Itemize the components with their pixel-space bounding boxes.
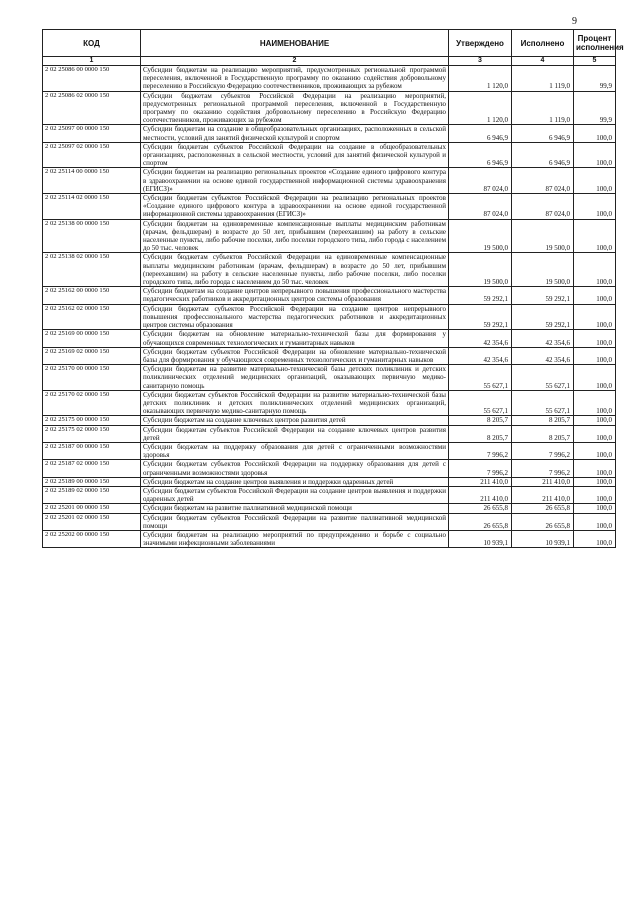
row-percent: 100,0 [574, 486, 616, 503]
row-approved: 6 946,9 [449, 142, 512, 168]
row-percent: 100,0 [574, 504, 616, 513]
row-approved: 6 946,9 [449, 125, 512, 142]
row-name: Субсидии бюджетам субъектов Российской Федерации на реализацию региональных проектов «Создание единого цифрового контура в здравоохранении на основе единой государственной информационной системы здравоохранения (ЕГИСЗ)» [141, 194, 449, 220]
row-approved: 26 655,8 [449, 513, 512, 530]
column-number: 3 [449, 57, 512, 66]
row-executed: 10 939,1 [512, 530, 574, 547]
table-body [43, 66, 616, 548]
column-number: 4 [512, 57, 574, 66]
row-executed: 19 500,0 [512, 219, 574, 253]
row-code: 2 02 25187 02 0000 150 [43, 460, 141, 477]
row-approved: 7 996,2 [449, 460, 512, 477]
row-approved: 8 205,7 [449, 416, 512, 425]
row-executed: 1 119,0 [512, 91, 574, 125]
row-executed: 26 655,8 [512, 504, 574, 513]
row-approved: 42 354,6 [449, 330, 512, 347]
row-name: Субсидии бюджетам на реализацию мероприятий по предупреждению и борьбе с социально значимыми инфекционными заболеваниями [141, 530, 449, 547]
row-name: Субсидии бюджетам субъектов Российской Федерации на создание в общеобразовательных организациях, расположенных в сельской местности, условий для занятий физической культурой и спортом [141, 142, 449, 168]
row-approved: 59 292,1 [449, 287, 512, 304]
row-code: 2 02 25169 00 0000 150 [43, 330, 141, 347]
row-approved: 19 500,0 [449, 219, 512, 253]
header-code: КОД [43, 30, 141, 57]
row-executed: 87 024,0 [512, 194, 574, 220]
row-code: 2 02 25086 02 0000 150 [43, 91, 141, 125]
row-executed: 59 292,1 [512, 287, 574, 304]
row-name: Субсидии бюджетам на создание ключевых центров развития детей [141, 416, 449, 425]
row-code: 2 02 25097 02 0000 150 [43, 142, 141, 168]
column-number: 1 [43, 57, 141, 66]
table-row [43, 425, 616, 442]
row-approved: 211 410,0 [449, 486, 512, 503]
row-approved: 26 655,8 [449, 504, 512, 513]
column-number-row [43, 57, 616, 66]
row-percent: 100,0 [574, 168, 616, 194]
row-executed: 59 292,1 [512, 304, 574, 330]
row-percent: 100,0 [574, 460, 616, 477]
row-approved: 1 120,0 [449, 91, 512, 125]
row-percent: 100,0 [574, 253, 616, 287]
row-approved: 87 024,0 [449, 168, 512, 194]
row-percent: 100,0 [574, 330, 616, 347]
row-approved: 42 354,6 [449, 347, 512, 364]
row-percent: 100,0 [574, 390, 616, 416]
row-name: Субсидии бюджетам субъектов Российской Федерации на обновление материально-технической базы для формирования у обучающихся современных технологических и гуманитарных навыков [141, 347, 449, 364]
row-code: 2 02 25175 00 0000 150 [43, 416, 141, 425]
row-approved: 87 024,0 [449, 194, 512, 220]
row-percent: 100,0 [574, 425, 616, 442]
row-percent: 100,0 [574, 304, 616, 330]
table-row [43, 304, 616, 330]
row-code: 2 02 25138 00 0000 150 [43, 219, 141, 253]
row-approved: 211 410,0 [449, 477, 512, 486]
row-code: 2 02 25114 02 0000 150 [43, 194, 141, 220]
row-name: Субсидии бюджетам субъектов Российской Федерации на развитие паллиативной медицинской помощи [141, 513, 449, 530]
header-name: НАИМЕНОВАНИЕ [141, 30, 449, 57]
column-number: 2 [141, 57, 449, 66]
row-code: 2 02 25201 00 0000 150 [43, 504, 141, 513]
row-code: 2 02 25189 02 0000 150 [43, 486, 141, 503]
row-executed: 211 410,0 [512, 477, 574, 486]
row-code: 2 02 25169 02 0000 150 [43, 347, 141, 364]
table-row [43, 253, 616, 287]
row-approved: 19 500,0 [449, 253, 512, 287]
row-percent: 100,0 [574, 513, 616, 530]
row-code: 2 02 25114 00 0000 150 [43, 168, 141, 194]
row-percent: 100,0 [574, 530, 616, 547]
table-row [43, 416, 616, 425]
row-name: Субсидии бюджетам субъектов Российской Федерации на поддержку образования для детей с ограниченными возможностями здоровья [141, 460, 449, 477]
table-row [43, 477, 616, 486]
row-approved: 59 292,1 [449, 304, 512, 330]
row-percent: 100,0 [574, 477, 616, 486]
row-code: 2 02 25162 00 0000 150 [43, 287, 141, 304]
table-row [43, 365, 616, 391]
table-row [43, 513, 616, 530]
row-percent: 99,9 [574, 91, 616, 125]
row-percent: 100,0 [574, 219, 616, 253]
row-name: Субсидии бюджетам на создание центров непрерывного повышения профессионального мастерства педагогических работников и аккредитационных центров системы образования [141, 287, 449, 304]
row-executed: 8 205,7 [512, 425, 574, 442]
row-percent: 100,0 [574, 287, 616, 304]
table-row [43, 530, 616, 547]
table-row [43, 91, 616, 125]
row-code: 2 02 25187 00 0000 150 [43, 442, 141, 459]
row-name: Субсидии бюджетам субъектов Российской Федерации на создание центров непрерывного повышения профессионального мастерства педагогических работников и аккредитационных центров системы образования [141, 304, 449, 330]
row-approved: 55 627,1 [449, 365, 512, 391]
row-executed: 55 627,1 [512, 365, 574, 391]
table-row [43, 168, 616, 194]
table-row [43, 504, 616, 513]
row-percent: 100,0 [574, 365, 616, 391]
table-row [43, 486, 616, 503]
row-name: Субсидии бюджетам на обновление материально-технической базы для формирования у обучающихся современных технологических и гуманитарных навыков [141, 330, 449, 347]
row-percent: 100,0 [574, 416, 616, 425]
row-code: 2 02 25202 00 0000 150 [43, 530, 141, 547]
row-name: Субсидии бюджетам на создание в общеобразовательных организациях, расположенных в сельской местности, условий для занятий физической культурой и спортом [141, 125, 449, 142]
column-number: 5 [574, 57, 616, 66]
table-row [43, 347, 616, 364]
row-executed: 42 354,6 [512, 347, 574, 364]
row-code: 2 02 25162 02 0000 150 [43, 304, 141, 330]
table-row [43, 330, 616, 347]
row-executed: 7 996,2 [512, 460, 574, 477]
row-name: Субсидии бюджетам субъектов Российской Федерации на реализацию мероприятий, предусмотренных региональной программой переселения, включенной в Государственную программу по оказанию содействия добровольному переселению в Российскую Федерацию соотечественников, проживающих за рубежом [141, 91, 449, 125]
row-executed: 42 354,6 [512, 330, 574, 347]
row-name: Субсидии бюджетам субъектов Российской Федерации на развитие материально-технической базы детских поликлиник и детских поликлинических отделений медицинских организаций, оказывающих первичную медико-санитарную помощь [141, 390, 449, 416]
row-approved: 1 120,0 [449, 66, 512, 92]
row-name: Субсидии бюджетам на развитие паллиативной медицинской помощи [141, 504, 449, 513]
row-name: Субсидии бюджетам субъектов Российской Федерации на создание центров выявления и поддержки одаренных детей [141, 486, 449, 503]
row-executed: 26 655,8 [512, 513, 574, 530]
header-percent: Процент исполнения [574, 30, 616, 57]
row-approved: 7 996,2 [449, 442, 512, 459]
table-row [43, 66, 616, 92]
row-approved: 8 205,7 [449, 425, 512, 442]
row-executed: 55 627,1 [512, 390, 574, 416]
row-executed: 211 410,0 [512, 486, 574, 503]
row-name: Субсидии бюджетам на создание центров выявления и поддержки одаренных детей [141, 477, 449, 486]
row-percent: 100,0 [574, 125, 616, 142]
row-code: 2 02 25201 02 0000 150 [43, 513, 141, 530]
row-executed: 87 024,0 [512, 168, 574, 194]
header-row [43, 30, 616, 57]
row-executed: 7 996,2 [512, 442, 574, 459]
row-code: 2 02 25097 00 0000 150 [43, 125, 141, 142]
row-name: Субсидии бюджетам на развитие материально-технической базы детских поликлиник и детских поликлинических отделений медицинских организаций, оказывающих первичную медико-санитарную помощь [141, 365, 449, 391]
table-row [43, 460, 616, 477]
table-row [43, 142, 616, 168]
row-percent: 100,0 [574, 194, 616, 220]
row-executed: 1 119,0 [512, 66, 574, 92]
row-code: 2 02 25086 00 0000 150 [43, 66, 141, 92]
table-row [43, 442, 616, 459]
header-approved: Утверждено [449, 30, 512, 57]
row-name: Субсидии бюджетам на поддержку образования для детей с ограниченными возможностями здоровья [141, 442, 449, 459]
row-name: Субсидии бюджетам субъектов Российской Федерации на единовременные компенсационные выплаты медицинским работникам (врачам, фельдшерам) в возрасте до 50 лет, прибывшим (переехавшим) на работу в сельские населенные пункты, либо рабочие поселки, либо поселки городского типа, либо города с населением до 50 тыс. человек [141, 253, 449, 287]
row-name: Субсидии бюджетам субъектов Российской Федерации на создание ключевых центров развития детей [141, 425, 449, 442]
row-name: Субсидии бюджетам на реализацию региональных проектов «Создание единого цифрового контура в здравоохранении на основе единой государственной информационной системы здравоохранения (ЕГИСЗ)» [141, 168, 449, 194]
table-row [43, 287, 616, 304]
row-percent: 100,0 [574, 442, 616, 459]
table-row [43, 219, 616, 253]
row-approved: 10 939,1 [449, 530, 512, 547]
header-executed: Исполнено [512, 30, 574, 57]
row-code: 2 02 25170 00 0000 150 [43, 365, 141, 391]
row-code: 2 02 25175 02 0000 150 [43, 425, 141, 442]
row-code: 2 02 25138 02 0000 150 [43, 253, 141, 287]
table-row [43, 125, 616, 142]
budget-table [42, 29, 624, 548]
row-executed: 6 946,9 [512, 125, 574, 142]
row-executed: 6 946,9 [512, 142, 574, 168]
row-executed: 8 205,7 [512, 416, 574, 425]
row-code: 2 02 25189 00 0000 150 [43, 477, 141, 486]
row-percent: 99,9 [574, 66, 616, 92]
table-row [43, 390, 616, 416]
row-name: Субсидии бюджетам на единовременные компенсационные выплаты медицинским работникам (врачам, фельдшерам) в возрасте до 50 лет, прибывшим (переехавшим) на работу в сельские населенные пункты, либо рабочие поселки, либо поселки городского типа, либо города с населением до 50 тыс. человек [141, 219, 449, 253]
page-number: 9 [572, 16, 577, 27]
row-percent: 100,0 [574, 347, 616, 364]
row-approved: 55 627,1 [449, 390, 512, 416]
row-code: 2 02 25170 02 0000 150 [43, 390, 141, 416]
row-name: Субсидии бюджетам на реализацию мероприятий, предусмотренных региональной программой переселения, включенной в Государственную программу по оказанию содействия добровольному переселению в Российскую Федерацию соотечественников, проживающих за рубежом [141, 66, 449, 92]
row-percent: 100,0 [574, 142, 616, 168]
row-executed: 19 500,0 [512, 253, 574, 287]
table-row [43, 194, 616, 220]
